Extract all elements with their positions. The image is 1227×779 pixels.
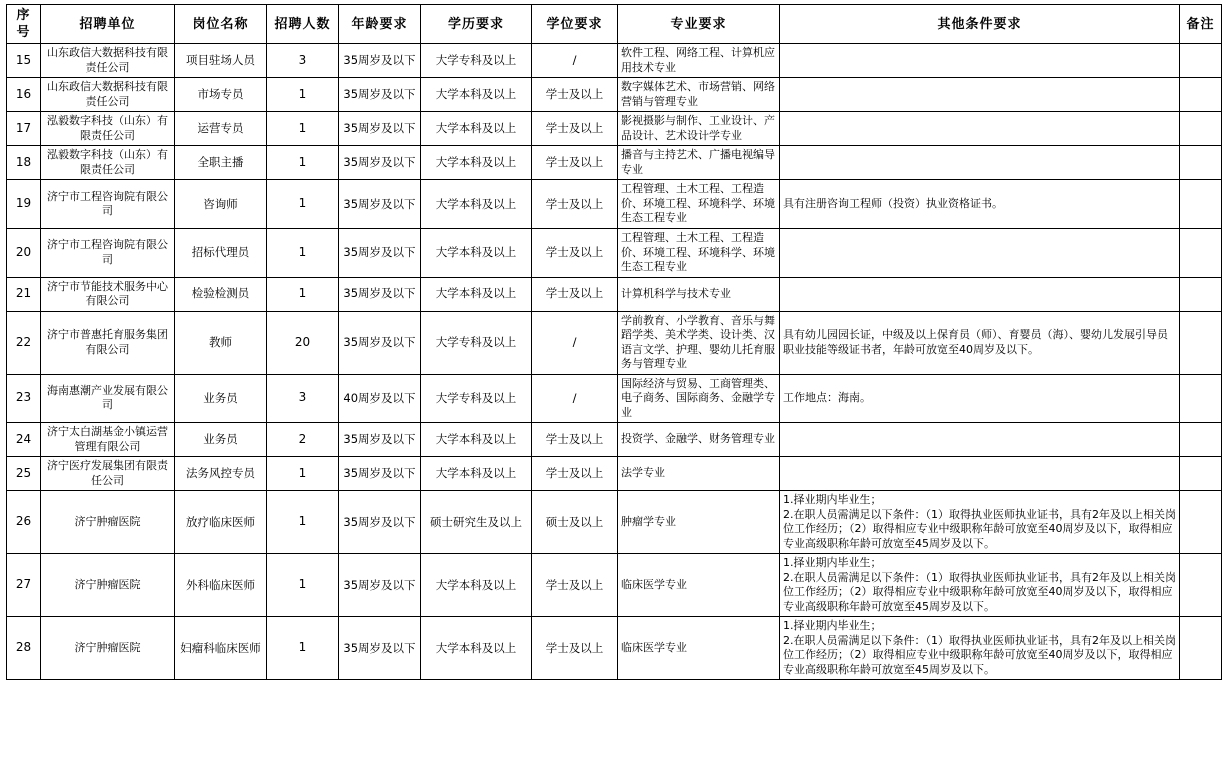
cell-remark — [1180, 228, 1222, 277]
cell-education: 大学本科及以上 — [421, 112, 532, 146]
cell-index: 27 — [7, 554, 41, 617]
cell-number: 1 — [267, 112, 339, 146]
cell-age: 35周岁及以下 — [339, 180, 421, 229]
cell-age: 40周岁及以下 — [339, 374, 421, 423]
cell-post: 放疗临床医师 — [175, 491, 267, 554]
cell-degree: 学士及以上 — [532, 228, 618, 277]
cell-other-conditions: 1.择业期内毕业生； 2.在职人员需满足以下条件：（1）取得执业医师执业证书，具有2年及以上相关岗位工作经历；（2）取得相应专业中级职称年龄可放宽至40周岁及以下，取得相应专业高级职称年龄可放宽至45周岁及以下。 — [780, 617, 1180, 680]
recruitment-table — [6, 4, 1222, 680]
cell-other-conditions — [780, 277, 1180, 311]
table-row — [7, 78, 1222, 112]
table-row — [7, 617, 1222, 680]
table-row — [7, 423, 1222, 457]
column-header-remark: 备注 — [1180, 5, 1222, 44]
column-header-major: 专业要求 — [618, 5, 780, 44]
cell-age: 35周岁及以下 — [339, 277, 421, 311]
cell-education: 大学本科及以上 — [421, 277, 532, 311]
cell-unit: 济宁市工程咨询院有限公司 — [41, 180, 175, 229]
cell-index: 17 — [7, 112, 41, 146]
cell-degree: 学士及以上 — [532, 617, 618, 680]
cell-education: 大学专科及以上 — [421, 374, 532, 423]
cell-major: 工程管理、土木工程、工程造价、环境工程、环境科学、环境生态工程专业 — [618, 228, 780, 277]
cell-major: 软件工程、网络工程、计算机应用技术专业 — [618, 44, 780, 78]
cell-major: 临床医学专业 — [618, 617, 780, 680]
cell-age: 35周岁及以下 — [339, 457, 421, 491]
cell-number: 20 — [267, 311, 339, 374]
cell-other-conditions — [780, 423, 1180, 457]
cell-other-conditions — [780, 112, 1180, 146]
cell-unit: 济宁肿瘤医院 — [41, 491, 175, 554]
cell-post: 市场专员 — [175, 78, 267, 112]
cell-age: 35周岁及以下 — [339, 112, 421, 146]
cell-unit: 济宁肿瘤医院 — [41, 554, 175, 617]
table-row — [7, 228, 1222, 277]
cell-unit: 济宁医疗发展集团有限责任公司 — [41, 457, 175, 491]
cell-major: 学前教育、小学教育、音乐与舞蹈学类、美术学类、设计类、汉语言文学、护理、婴幼儿托育服务与管理专业 — [618, 311, 780, 374]
cell-number: 1 — [267, 146, 339, 180]
cell-age: 35周岁及以下 — [339, 617, 421, 680]
cell-index: 16 — [7, 78, 41, 112]
cell-post: 项目驻场人员 — [175, 44, 267, 78]
cell-remark — [1180, 491, 1222, 554]
cell-major: 影视摄影与制作、工业设计、产品设计、艺术设计学专业 — [618, 112, 780, 146]
table-row — [7, 554, 1222, 617]
cell-number: 1 — [267, 491, 339, 554]
cell-unit: 泓毅数字科技（山东）有限责任公司 — [41, 146, 175, 180]
cell-unit: 济宁肿瘤医院 — [41, 617, 175, 680]
cell-post: 业务员 — [175, 374, 267, 423]
cell-degree: 学士及以上 — [532, 457, 618, 491]
cell-other-conditions — [780, 228, 1180, 277]
cell-degree: 学士及以上 — [532, 112, 618, 146]
cell-major: 播音与主持艺术、广播电视编导专业 — [618, 146, 780, 180]
cell-education: 大学专科及以上 — [421, 44, 532, 78]
cell-number: 1 — [267, 78, 339, 112]
column-header-unit: 招聘单位 — [41, 5, 175, 44]
cell-post: 咨询师 — [175, 180, 267, 229]
table-row — [7, 491, 1222, 554]
column-header-other-conditions: 其他条件要求 — [780, 5, 1180, 44]
cell-unit: 济宁市工程咨询院有限公司 — [41, 228, 175, 277]
cell-number: 1 — [267, 554, 339, 617]
cell-major: 法学专业 — [618, 457, 780, 491]
cell-education: 大学本科及以上 — [421, 457, 532, 491]
cell-degree: 学士及以上 — [532, 180, 618, 229]
cell-other-conditions — [780, 146, 1180, 180]
cell-degree: 学士及以上 — [532, 554, 618, 617]
cell-other-conditions — [780, 78, 1180, 112]
cell-unit: 海南惠潮产业发展有限公司 — [41, 374, 175, 423]
cell-major: 临床医学专业 — [618, 554, 780, 617]
cell-degree: / — [532, 374, 618, 423]
cell-remark — [1180, 78, 1222, 112]
cell-other-conditions — [780, 44, 1180, 78]
cell-unit: 济宁市普惠托育服务集团有限公司 — [41, 311, 175, 374]
cell-post: 法务风控专员 — [175, 457, 267, 491]
cell-education: 大学本科及以上 — [421, 554, 532, 617]
table-row — [7, 311, 1222, 374]
cell-degree: 学士及以上 — [532, 277, 618, 311]
cell-other-conditions: 工作地点：海南。 — [780, 374, 1180, 423]
cell-unit: 济宁市节能技术服务中心有限公司 — [41, 277, 175, 311]
cell-degree: / — [532, 311, 618, 374]
table-row — [7, 44, 1222, 78]
cell-degree: 学士及以上 — [532, 423, 618, 457]
cell-post: 招标代理员 — [175, 228, 267, 277]
cell-unit: 济宁太白湖基金小镇运营管理有限公司 — [41, 423, 175, 457]
cell-remark — [1180, 617, 1222, 680]
cell-number: 3 — [267, 374, 339, 423]
cell-degree: 学士及以上 — [532, 146, 618, 180]
cell-index: 20 — [7, 228, 41, 277]
cell-other-conditions — [780, 457, 1180, 491]
cell-degree: / — [532, 44, 618, 78]
cell-index: 28 — [7, 617, 41, 680]
cell-major: 计算机科学与技术专业 — [618, 277, 780, 311]
cell-index: 22 — [7, 311, 41, 374]
cell-number: 1 — [267, 277, 339, 311]
cell-age: 35周岁及以下 — [339, 44, 421, 78]
cell-index: 15 — [7, 44, 41, 78]
cell-number: 1 — [267, 457, 339, 491]
cell-index: 19 — [7, 180, 41, 229]
cell-age: 35周岁及以下 — [339, 423, 421, 457]
cell-other-conditions: 1.择业期内毕业生； 2.在职人员需满足以下条件：（1）取得执业医师执业证书，具有2年及以上相关岗位工作经历；（2）取得相应专业中级职称年龄可放宽至40周岁及以下，取得相应专业高级职称年龄可放宽至45周岁及以下。 — [780, 491, 1180, 554]
table-header-row — [7, 5, 1222, 44]
cell-remark — [1180, 146, 1222, 180]
cell-major: 数字媒体艺术、市场营销、网络营销与管理专业 — [618, 78, 780, 112]
column-header-post: 岗位名称 — [175, 5, 267, 44]
cell-other-conditions: 1.择业期内毕业生； 2.在职人员需满足以下条件：（1）取得执业医师执业证书，具有2年及以上相关岗位工作经历；（2）取得相应专业中级职称年龄可放宽至40周岁及以下，取得相应专业高级职称年龄可放宽至45周岁及以下。 — [780, 554, 1180, 617]
table-row — [7, 146, 1222, 180]
cell-post: 全职主播 — [175, 146, 267, 180]
cell-degree: 学士及以上 — [532, 78, 618, 112]
cell-post: 检验检测员 — [175, 277, 267, 311]
table-row — [7, 457, 1222, 491]
cell-age: 35周岁及以下 — [339, 146, 421, 180]
cell-age: 35周岁及以下 — [339, 554, 421, 617]
cell-age: 35周岁及以下 — [339, 491, 421, 554]
column-header-education: 学历要求 — [421, 5, 532, 44]
cell-post: 教师 — [175, 311, 267, 374]
cell-education: 大学本科及以上 — [421, 180, 532, 229]
cell-post: 运营专员 — [175, 112, 267, 146]
table-body — [7, 44, 1222, 680]
cell-major: 肿瘤学专业 — [618, 491, 780, 554]
table-row — [7, 277, 1222, 311]
cell-remark — [1180, 423, 1222, 457]
cell-education: 大学本科及以上 — [421, 228, 532, 277]
table-row — [7, 180, 1222, 229]
cell-remark — [1180, 180, 1222, 229]
cell-unit: 山东政信大数据科技有限责任公司 — [41, 44, 175, 78]
table-header — [7, 5, 1222, 44]
cell-age: 35周岁及以下 — [339, 78, 421, 112]
cell-major: 国际经济与贸易、工商管理类、电子商务、国际商务、金融学专业 — [618, 374, 780, 423]
cell-other-conditions: 具有幼儿园园长证，中级及以上保育员（师）、育婴员（海）、婴幼儿发展引导员职业技能等级证书者，年龄可放宽至40周岁及以下。 — [780, 311, 1180, 374]
cell-index: 26 — [7, 491, 41, 554]
table-row — [7, 112, 1222, 146]
table-row — [7, 374, 1222, 423]
cell-post: 业务员 — [175, 423, 267, 457]
cell-index: 24 — [7, 423, 41, 457]
cell-index: 18 — [7, 146, 41, 180]
cell-education: 硕士研究生及以上 — [421, 491, 532, 554]
cell-education: 大学本科及以上 — [421, 146, 532, 180]
cell-other-conditions: 具有注册咨询工程师（投资）执业资格证书。 — [780, 180, 1180, 229]
cell-remark — [1180, 457, 1222, 491]
cell-number: 1 — [267, 180, 339, 229]
cell-index: 21 — [7, 277, 41, 311]
cell-age: 35周岁及以下 — [339, 311, 421, 374]
cell-remark — [1180, 44, 1222, 78]
column-header-index: 序号 — [7, 5, 41, 44]
cell-major: 投资学、金融学、财务管理专业 — [618, 423, 780, 457]
cell-age: 35周岁及以下 — [339, 228, 421, 277]
cell-remark — [1180, 112, 1222, 146]
cell-remark — [1180, 374, 1222, 423]
cell-remark — [1180, 554, 1222, 617]
cell-post: 外科临床医师 — [175, 554, 267, 617]
cell-education: 大学专科及以上 — [421, 311, 532, 374]
cell-major: 工程管理、土木工程、工程造价、环境工程、环境科学、环境生态工程专业 — [618, 180, 780, 229]
cell-index: 25 — [7, 457, 41, 491]
cell-remark — [1180, 277, 1222, 311]
cell-index: 23 — [7, 374, 41, 423]
cell-education: 大学本科及以上 — [421, 423, 532, 457]
cell-education: 大学本科及以上 — [421, 617, 532, 680]
cell-post: 妇瘤科临床医师 — [175, 617, 267, 680]
cell-number: 2 — [267, 423, 339, 457]
cell-unit: 山东政信大数据科技有限责任公司 — [41, 78, 175, 112]
cell-degree: 硕士及以上 — [532, 491, 618, 554]
column-header-number: 招聘人数 — [267, 5, 339, 44]
cell-unit: 泓毅数字科技（山东）有限责任公司 — [41, 112, 175, 146]
cell-number: 1 — [267, 617, 339, 680]
column-header-degree: 学位要求 — [532, 5, 618, 44]
cell-remark — [1180, 311, 1222, 374]
cell-number: 3 — [267, 44, 339, 78]
cell-education: 大学本科及以上 — [421, 78, 532, 112]
column-header-age: 年龄要求 — [339, 5, 421, 44]
cell-number: 1 — [267, 228, 339, 277]
